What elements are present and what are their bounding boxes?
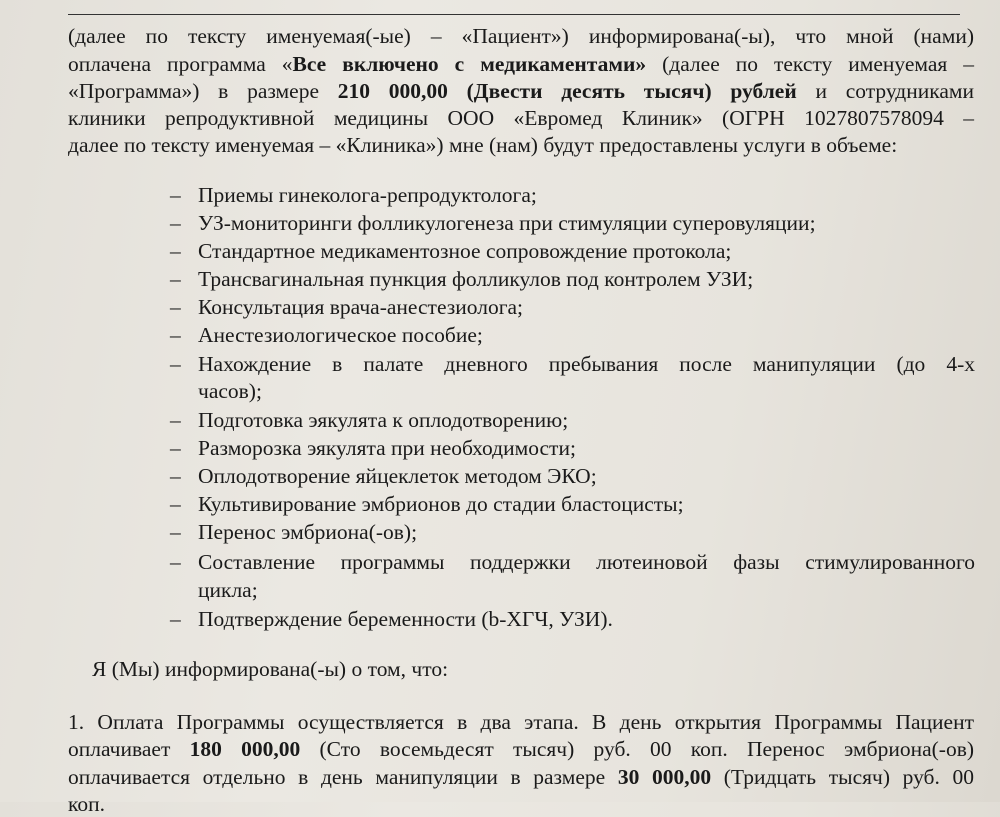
list-dash: – — [170, 211, 181, 235]
list-dash: – — [170, 352, 181, 376]
list-dash: – — [170, 295, 181, 319]
list-item: Перенос эмбриона(-ов); — [198, 520, 418, 544]
list-item: Оплодотворение яйцеклеток методом ЭКО; — [198, 464, 597, 488]
list-dash: – — [170, 239, 181, 263]
list-dash: – — [170, 436, 181, 460]
list-item: Консультация врача-анестезиолога; — [198, 295, 524, 319]
list-dash: – — [170, 408, 181, 432]
point1-line-3: оплачивается отдельно в день манипуляции в размере 30 000,00 (Тридцать тысяч) руб. 00 — [68, 765, 975, 789]
informed-statement: Я (Мы) информирована(-ы) о том, что: — [92, 657, 449, 681]
list-item: Разморозка эякулята при необходимости; — [198, 436, 576, 460]
list-item: Составление программы поддержки лютеиновой фазы стимулированного — [198, 550, 975, 574]
list-item-continuation: часов); — [198, 379, 262, 403]
list-item: УЗ-мониторинги фолликулогенеза при стимуляции суперовуляции; — [198, 211, 816, 235]
list-dash: – — [170, 323, 181, 347]
list-item: Трансвагинальная пункция фолликулов под контролем УЗИ; — [198, 267, 754, 291]
intro-line-4: клиники репродуктивной медицины ООО «Евромед Клиник» (ОГРН 1027807578094 – — [68, 106, 974, 130]
list-item: Приемы гинеколога-репродуктолога; — [198, 183, 537, 207]
list-dash: – — [170, 520, 181, 544]
intro-line-2: оплачена программа «Все включено с медикаментами» (далее по тексту именуемая – — [68, 52, 975, 76]
intro-line-5: далее по тексту именуемая – «Клиника») мне (нам) будут предоставлены услуги в объеме: — [68, 133, 898, 157]
list-dash: – — [170, 183, 181, 207]
list-dash: – — [170, 607, 181, 631]
point1-line-2: оплачивает 180 000,00 (Сто восемьдесят тысяч) руб. 00 коп. Перенос эмбриона(-ов) — [68, 737, 975, 761]
list-dash: – — [170, 464, 181, 488]
list-item: Стандартное медикаментозное сопровождение протокола; — [198, 239, 732, 263]
top-rule — [68, 14, 960, 15]
list-item: Подготовка эякулята к оплодотворению; — [198, 408, 569, 432]
list-dash: – — [170, 492, 181, 516]
list-item: Подтверждение беременности (b-ХГЧ, УЗИ). — [198, 607, 613, 631]
list-item-continuation: цикла; — [198, 578, 258, 602]
list-item: Нахождение в палате дневного пребывания после манипуляции (до 4-х — [198, 352, 975, 376]
point1-line-4: коп. — [68, 792, 105, 816]
list-dash: – — [170, 550, 181, 574]
intro-line-3: «Программа») в размере 210 000,00 (Двести десять тысяч) рублей и сотрудниками — [68, 79, 974, 103]
point1-line-1: 1. Оплата Программы осуществляется в два этапа. В день открытия Программы Пациент — [68, 710, 974, 734]
list-item: Культивирование эмбрионов до стадии бластоцисты; — [198, 492, 684, 516]
intro-line-1: (далее по тексту именуемая(-ые) – «Пациент») информирована(-ы), что мной (нами) — [68, 24, 974, 48]
list-item: Анестезиологическое пособие; — [198, 323, 483, 347]
list-dash: – — [170, 267, 181, 291]
